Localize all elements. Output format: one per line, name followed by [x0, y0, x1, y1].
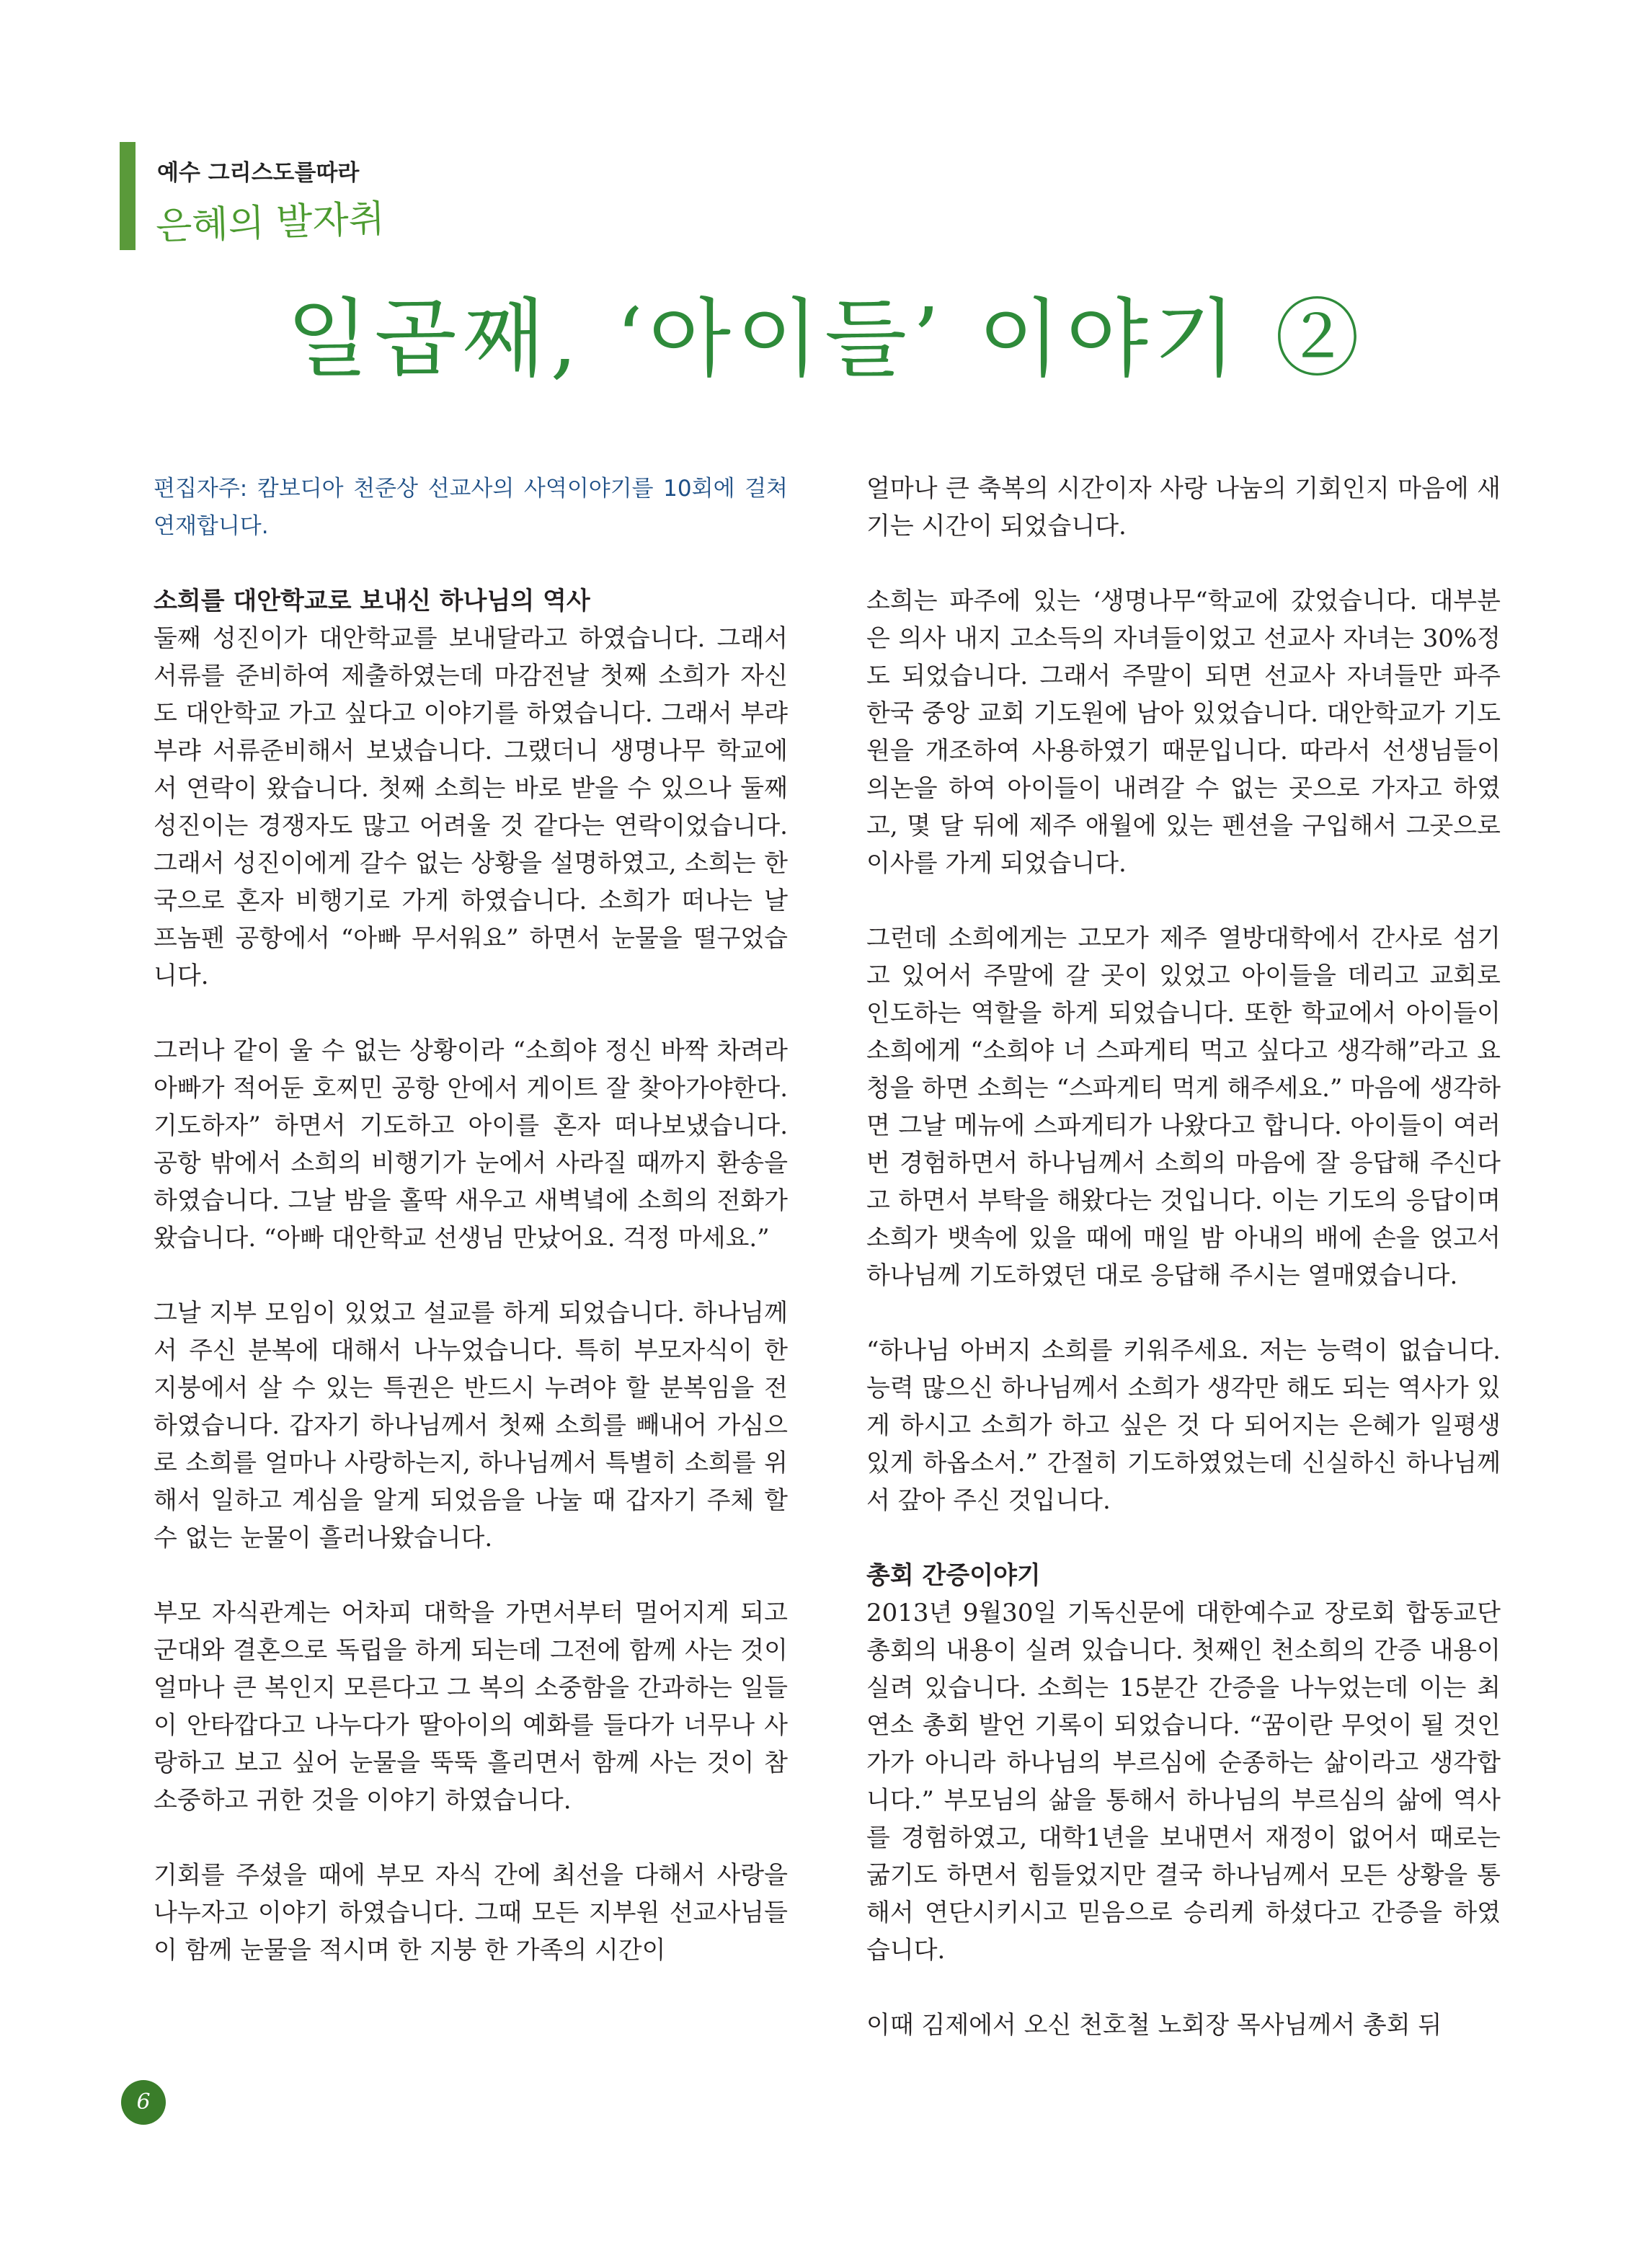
paragraph: 기회를 주셨을 때에 부모 자식 간에 최선을 다해서 사랑을 나누자고 이야기 하였습니다. 그때 모든 지부원 선교사님들이 함께 눈물을 적시며 한 지붕 한 가족의 시간이: [154, 1861, 788, 1965]
paragraph: 얼마나 큰 축복의 시간이자 사랑 나눔의 기회인지 마음에 새기는 시간이 되었습니다.: [866, 474, 1501, 541]
paragraph: 이때 김제에서 오신 천호철 노회장 목사님께서 총회 뒤: [866, 2011, 1442, 2040]
article-title: 일곱째, ‘아이들’ 이야기 ②: [286, 289, 1366, 388]
series-name: 은혜의 발자취: [155, 197, 386, 249]
editor-note: 편집자주: 캄보디아 천준상 선교사의 사역이야기를 10회에 걸쳐 연재합니다.: [154, 476, 788, 539]
paragraph: 그날 지부 모임이 있었고 설교를 하게 되었습니다. 하나님께서 주신 분복에 대해서 나누었습니다. 특히 부모자식이 한 지붕에서 살 수 있는 특권은 반드시 누려야 할 분복임을 전하였습니다. 갑자기 하나님께서 첫째 소희를 빼내어 가심으로 소희를 얼마나 사랑하는지, 하나님께서 특별히 소희를 위해서 일하고 계심을 알게 되었음을 나눌 때 갑자기 주체 할 수 없는 눈물이 흘러나왔습니다.: [154, 1299, 788, 1552]
paragraph: 둘째 성진이가 대안학교를 보내달라고 하였습니다. 그래서 서류를 준비하여 제출하였는데 마감전날 첫째 소희가 자신도 대안학교 가고 싶다고 이야기를 하였습니다. 그래서 부랴부랴 서류준비해서 보냈습니다. 그랬더니 생명나무 학교에서 연락이 왔습니다. 첫째 소희는 바로 받을 수 있으나 둘째 성진이는 경쟁자도 많고 어려울 것 같다는 연락이었습니다. 그래서 성진이에게 갈수 없는 상황을 설명하였고, 소희는 한국으로 혼자 비행기로 가게 하였습니다. 소희가 떠나는 날 프놈펜 공항에서 “아빠 무서워요” 하면서 눈물을 떨구었습니다.: [154, 624, 788, 990]
left-column: [154, 470, 788, 2007]
series-label: 예수 그리스도를따라: [157, 160, 360, 186]
section-heading: 소희를 대안학교로 보내신 하나님의 역사: [154, 587, 590, 616]
section-paragraph: [866, 1557, 1501, 1594]
paragraph: 그런데 소희에게는 고모가 제주 열방대학에서 간사로 섬기고 있어서 주말에 갈 곳이 있었고 아이들을 데리고 교회로 인도하는 역할을 하게 되었습니다. 또한 학교에서 아이들이 소희에게 “소희야 너 스파게티 먹고 싶다고 생각해”라고 요청을 하면 소희는 “스파게티 먹게 해주세요.” 마음에 생각하면 그날 메뉴에 스파게티가 나왔다고 합니다. 아이들이 여러 번 경험하면서 하나님께서 소희의 마음에 잘 응답해 주신다고 하면서 부탁을 해왔다는 것입니다. 이는 기도의 응답이며 소희가 뱃속에 있을 때에 매일 밤 아내의 배에 손을 얹고서 하나님께 기도하였던 대로 응답해 주시는 열매였습니다.: [866, 924, 1501, 1290]
paragraph: 그러나 같이 울 수 없는 상황이라 “소희야 정신 바짝 차려라 아빠가 적어둔 호찌민 공항 안에서 게이트 잘 찾아가야한다. 기도하자” 하면서 기도하고 아이를 혼자 떠나보냈습니다. 공항 밖에서 소희의 비행기가 눈에서 사라질 때까지 환송을 하였습니다. 그날 밤을 홀딱 새우고 새벽녘에 소희의 전화가 왔습니다. “아빠 대안학교 선생님 만났어요. 걱정 마세요.”: [154, 1036, 788, 1253]
page-number: 6: [121, 2080, 166, 2125]
paragraph: 부모 자식관계는 어차피 대학을 가면서부터 멀어지게 되고 군대와 결혼으로 독립을 하게 되는데 그전에 함께 사는 것이 얼마나 큰 복인지 모른다고 그 복의 소중함을 간과하는 일들이 안타깝다고 나누다가 딸아이의 예화를 들다가 너무나 사랑하고 보고 싶어 눈물을 뚝뚝 흘리면서 함께 사는 것이 참 소중하고 귀한 것을 이야기 하였습니다.: [154, 1599, 788, 1815]
section-heading: 총회 간증이야기: [866, 1561, 1041, 1590]
section-paragraph: [154, 582, 788, 620]
right-column: [866, 470, 1501, 2082]
paragraph: “하나님 아버지 소희를 키워주세요. 저는 능력이 없습니다. 능력 많으신 하나님께서 소희가 생각만 해도 되는 역사가 있게 하시고 소희가 하고 싶은 것 다 되어지는 은혜가 일평생 있게 하옵소서.” 간절히 기도하였었는데 신실하신 하나님께서 갚아 주신 것입니다.: [866, 1336, 1501, 1515]
paragraph: 소희는 파주에 있는 ‘생명나무“학교에 갔었습니다. 대부분은 의사 내지 고소득의 자녀들이었고 선교사 자녀는 30%정도 되었습니다. 그래서 주말이 되면 선교사 자녀들만 파주 한국 중앙 교회 기도원에 남아 있었습니다. 대안학교가 기도원을 개조하여 사용하였기 때문입니다. 따라서 선생님들이 의논을 하여 아이들이 내려갈 수 없는 곳으로 가자고 하였고, 몇 달 뒤에 제주 애월에 있는 펜션을 구입해서 그곳으로 이사를 가게 되었습니다.: [866, 587, 1501, 878]
paragraph: 2013년 9월30일 기독신문에 대한예수교 장로회 합동교단 총회의 내용이 실려 있습니다. 첫째인 천소희의 간증 내용이 실려 있습니다. 소희는 15분간 간증을 나누었는데 이는 최연소 총회 발언 기록이 되었습니다. “꿈이란 무엇이 될 것인가가 아니라 하나님의 부르심에 순종하는 삶이라고 생각합니다.” 부모님의 삶을 통해서 하나님의 부르심의 삶에 역사를 경험하였고, 대학1년을 보내면서 재정이 없어서 때로는 굶기도 하면서 힘들었지만 결국 하나님께서 모든 상황을 통해서 연단시키시고 믿음으로 승리케 하셨다고 간증을 하였습니다.: [866, 1599, 1501, 1965]
header-accent-bar: [120, 142, 136, 250]
